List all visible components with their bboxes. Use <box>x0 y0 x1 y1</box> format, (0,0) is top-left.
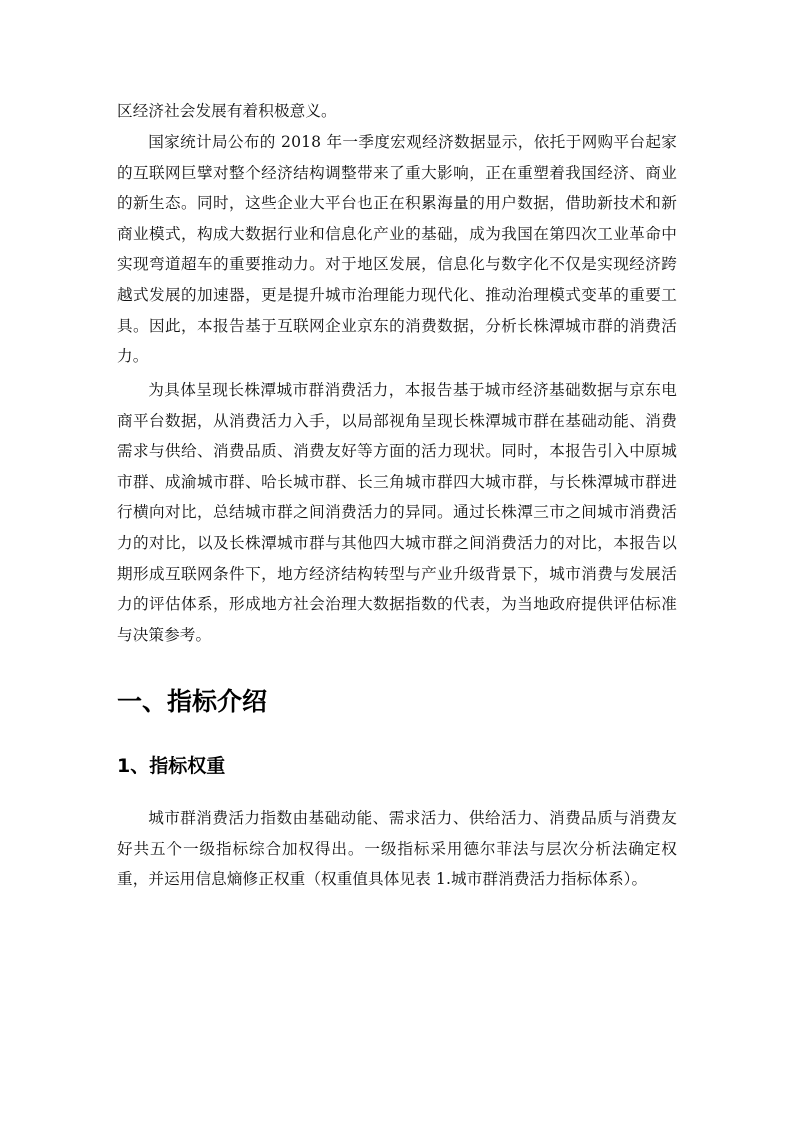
paragraph-scope: 为具体呈现长株潭城市群消费活力，本报告基于城市经济基础数据与京东电商平台数据，从消费活力入手，以局部视角呈现长株潭城市群在基础动能、消费需求与供给、消费品质、消费友好等方面的活力现状。同时，本报告引入中原城市群、成渝城市群、哈长城市群、长三角城市群四大城市群，与长株潭城市群进行横向对比，总结城市群之间消费活力的异同。通过长株潭三市之间城市消费活力的对比，以及长株潭城市群与其他四大城市群之间消费活力的对比，本报告以期形成互联网条件下，地方经济结构转型与产业升级背景下，城市消费与发展活力的评估体系，形成地方社会治理大数据指数的代表，为当地政府提供评估标准与决策参考。 <box>117 381 677 644</box>
paragraph-indicator-weights: 城市群消费活力指数由基础动能、需求活力、供给活力、消费品质与消费友好共五个一级指标综合加权得出。一级指标采用德尔菲法与层次分析法确定权重，并运用信息熵修正权重（权重值具体见表 1.城市群消费活力指标体系）。 <box>117 809 677 889</box>
paragraph-continuation: 区经济社会发展有着积极意义。 <box>117 102 337 120</box>
section-heading: 一、指标介绍 <box>117 687 268 716</box>
subsection-heading: 1、指标权重 <box>117 755 226 777</box>
paragraph-background: 国家统计局公布的 2018 年一季度宏观经济数据显示，依托于网购平台起家的互联网巨擘对整个经济结构调整带来了重大影响，正在重塑着我国经济、商业的新生态。同时，这些企业大平台也正在积累海量的用户数据，借助新技术和新商业模式，构成大数据行业和信息化产业的基础，成为我国在第四次工业革命中实现弯道超车的重要推动力。对于地区发展，信息化与数字化不仅是实现经济跨越式发展的加速器，更是提升城市治理能力现代化、推动治理模式变革的重要工具。因此，本报告基于互联网企业京东的消费数据，分析长株潭城市群的消费活力。 <box>117 133 677 366</box>
